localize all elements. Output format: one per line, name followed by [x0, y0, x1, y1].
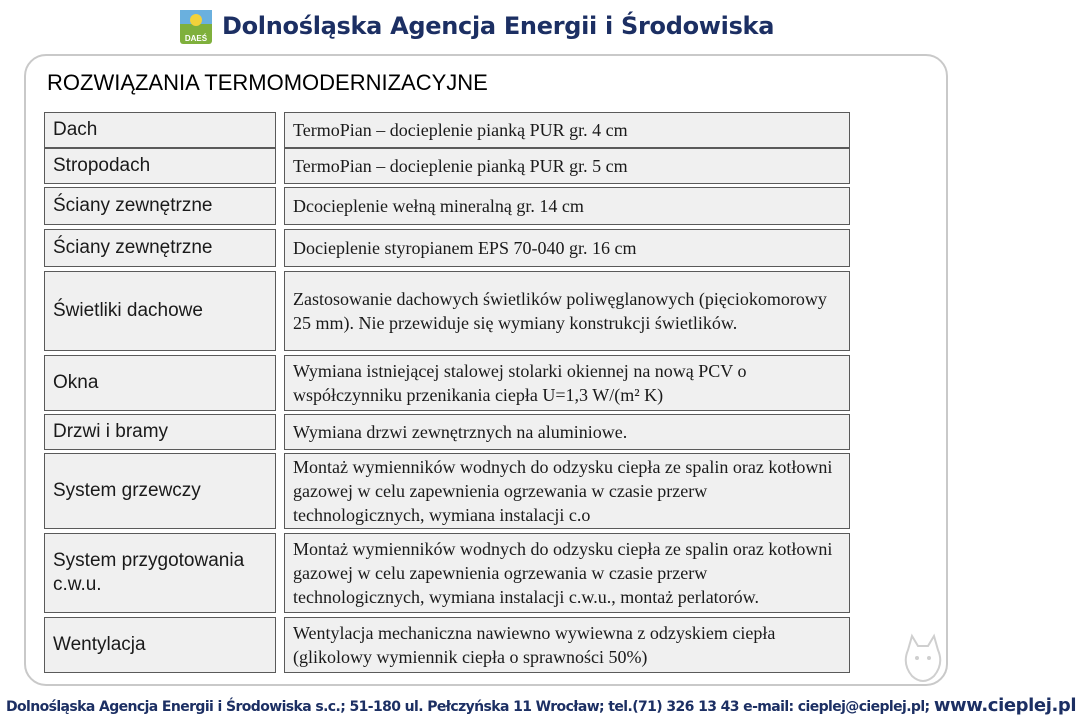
row-desc-swietliki: Zastosowanie dachowych świetlików poliwęglanowych (pięciokomorowy 25 mm). Nie przewiduje się wymiany konstrukcji świetlików.	[284, 271, 850, 351]
row-label-stropodach: Stropodach	[44, 148, 276, 184]
organization-title: Dolnośląska Agencja Energii i Środowiska	[222, 12, 775, 40]
footer	[6, 695, 1076, 716]
row-label-sciany-2: Ściany zewnętrzne	[44, 229, 276, 267]
row-desc-system-grzewczy: Montaż wymienników wodnych do odzysku ciepła ze spalin oraz kotłowni gazowej w celu zapewnienia ogrzewania w czasie przerw technologicznych, wymiana instalacji c.o	[284, 453, 850, 529]
row-label-swietliki: Świetliki dachowe	[44, 271, 276, 351]
slide-title: ROZWIĄZANIA TERMOMODERNIZACYJNE	[47, 70, 488, 95]
row-label-dach: Dach	[44, 112, 276, 148]
row-desc-drzwi: Wymiana drzwi zewnętrznych na aluminiowe.	[284, 414, 850, 450]
row-desc-system-cwu: Montaż wymienników wodnych do odzysku ciepła ze spalin oraz kotłowni gazowej w celu zapewnienia ogrzewania w czasie przerw technologicznych, wymiana instalacji c.w.u., montaż perlatorów.	[284, 533, 850, 613]
footer-url[interactable]: www.cieplej.pl	[933, 695, 1076, 716]
daes-logo-icon	[180, 10, 212, 44]
row-desc-sciany-1: Dcocieplenie wełną mineralną gr. 14 cm	[284, 187, 850, 225]
cat-watermark-icon	[900, 630, 946, 690]
row-label-sciany-1: Ściany zewnętrzne	[44, 187, 276, 225]
row-label-drzwi: Drzwi i bramy	[44, 414, 276, 450]
row-desc-sciany-2: Docieplenie styropianem EPS 70-040 gr. 16 cm	[284, 229, 850, 267]
row-desc-dach: TermoPian – docieplenie pianką PUR gr. 4 cm	[284, 112, 850, 148]
header	[0, 0, 960, 48]
row-label-okna: Okna	[44, 355, 276, 411]
footer-address: Dolnośląska Agencja Energii i Środowiska s.c.; 51-180 ul. Pełczyńska 11 Wrocław; tel.(71) 326 13 43 e-mail: cieplej@cieplej.pl;	[6, 699, 930, 715]
row-desc-okna: Wymiana istniejącej stalowej stolarki okiennej na nową PCV o współczynniku przenikania ciepła U=1,3 W/(m² K)	[284, 355, 850, 411]
row-desc-stropodach: TermoPian – docieplenie pianką PUR gr. 5 cm	[284, 148, 850, 184]
row-label-system-cwu: System przygotowania c.w.u.	[44, 533, 276, 613]
logo-text: DAEŚ	[184, 34, 208, 43]
row-desc-wentylacja: Wentylacja mechaniczna nawiewno wywiewna z odzyskiem ciepła (glikolowy wymiennik ciepła o sprawności 50%)	[284, 617, 850, 673]
row-label-system-grzewczy: System grzewczy	[44, 453, 276, 529]
row-label-wentylacja: Wentylacja	[44, 617, 276, 673]
